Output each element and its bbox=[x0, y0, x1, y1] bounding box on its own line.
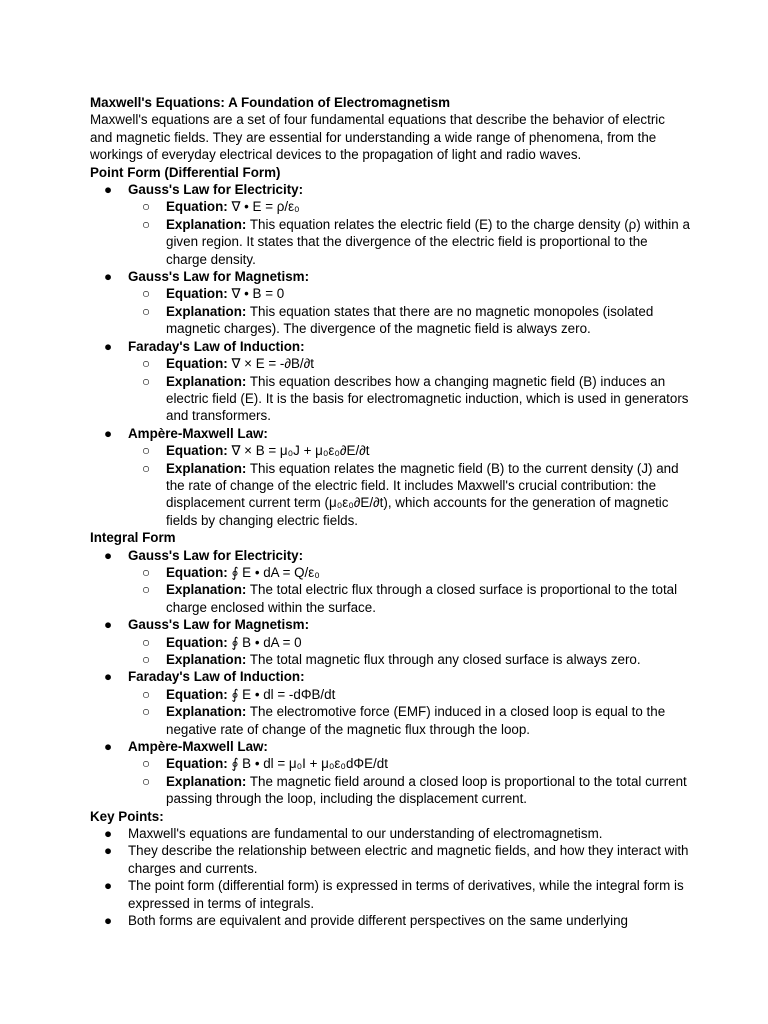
explanation-item bbox=[128, 216, 690, 268]
sub-bullet-icon: ○ bbox=[142, 373, 151, 389]
law-name: Ampère-Maxwell Law: bbox=[128, 425, 268, 441]
law-item bbox=[90, 425, 690, 529]
law-item bbox=[90, 668, 690, 738]
explanation-label: Explanation: bbox=[166, 704, 247, 720]
law-item bbox=[90, 181, 690, 268]
explanation-label: Explanation: bbox=[166, 652, 247, 667]
bullet-icon: ● bbox=[104, 338, 113, 354]
explanation-item bbox=[128, 303, 690, 338]
sub-bullet-icon: ○ bbox=[142, 443, 151, 459]
key-point-text: Maxwell's equations are fundamental to our understanding of electromagnetism. bbox=[128, 826, 603, 842]
bullet-icon: ● bbox=[104, 669, 113, 685]
equation-item bbox=[128, 564, 690, 581]
sub-bullet-icon: ○ bbox=[142, 773, 151, 789]
equation-label: Equation: bbox=[166, 199, 228, 215]
bullet-icon: ● bbox=[104, 739, 113, 755]
sub-bullet-icon: ○ bbox=[142, 356, 151, 372]
explanation-label: Explanation: bbox=[166, 373, 247, 389]
explanation-text: The total magnetic flux through any closed surface is always zero. bbox=[246, 652, 641, 667]
intro-paragraph: Maxwell's equations are a set of four fundamental equations that describe the behavior of electric and magnetic fields. They are essential for understanding a wide range of phenomena, from the workings of everyday electrical devices to the propagation of light and radio waves. bbox=[90, 112, 665, 163]
document-page bbox=[90, 94, 690, 930]
law-details bbox=[128, 198, 690, 268]
explanation-text: The electromotive force (EMF) induced in a closed loop is equal to the negative rate of change of the magnetic flux through the loop. bbox=[166, 704, 666, 737]
explanation-label: Explanation: bbox=[166, 582, 247, 598]
explanation-label: Explanation: bbox=[166, 773, 247, 789]
explanation-text: The magnetic field around a closed loop is proportional to the total current passing through the loop, including the displacement current. bbox=[166, 773, 687, 807]
equation-label: Equation: bbox=[166, 756, 228, 772]
law-item bbox=[90, 738, 690, 808]
sub-bullet-icon: ○ bbox=[142, 303, 151, 319]
equation-item bbox=[128, 198, 690, 215]
section-heading-point-form: Point Form (Differential Form) bbox=[90, 164, 281, 180]
sub-bullet-icon: ○ bbox=[142, 216, 151, 232]
law-details bbox=[128, 634, 690, 669]
equation-label: Equation: bbox=[166, 443, 228, 459]
equation-text: ∇ • B = 0 bbox=[227, 286, 285, 302]
key-points-list bbox=[90, 825, 690, 929]
integral-form-law-list bbox=[90, 547, 690, 808]
equation-label: Equation: bbox=[166, 286, 228, 302]
key-point-item bbox=[90, 877, 690, 912]
explanation-label: Explanation: bbox=[166, 216, 247, 232]
law-details bbox=[128, 755, 690, 807]
key-point-item bbox=[90, 825, 690, 842]
explanation-label: Explanation: bbox=[166, 460, 247, 476]
equation-item bbox=[128, 634, 690, 651]
explanation-text: This equation describes how a changing magnetic field (B) induces an electric field (E). It is the basis for electromagnetic induction, which is used in generators and transformers. bbox=[166, 373, 689, 424]
equation-text: ∇ × E = -∂B/∂t bbox=[227, 356, 314, 372]
explanation-item bbox=[128, 651, 690, 668]
explanation-item bbox=[128, 460, 690, 530]
explanation-label: Explanation: bbox=[166, 303, 247, 319]
law-details bbox=[128, 355, 690, 425]
law-name: Gauss's Law for Electricity: bbox=[128, 182, 304, 198]
sub-bullet-icon: ○ bbox=[142, 199, 151, 215]
sub-bullet-icon: ○ bbox=[142, 652, 151, 667]
law-name: Gauss's Law for Magnetism: bbox=[128, 269, 310, 285]
bullet-icon: ● bbox=[104, 182, 113, 198]
explanation-text: This equation states that there are no magnetic monopoles (isolated magnetic charges). The divergence of the magnetic field is always zero. bbox=[166, 303, 654, 337]
equation-label: Equation: bbox=[166, 634, 228, 650]
equation-text: ∇ • E = ρ/ε₀ bbox=[227, 199, 300, 215]
equation-item bbox=[128, 755, 690, 772]
key-point-item bbox=[90, 842, 690, 877]
key-point-text: They describe the relationship between electric and magnetic fields, and how they interact with charges and currents. bbox=[128, 843, 689, 876]
bullet-icon: ● bbox=[104, 617, 113, 633]
bullet-icon: ● bbox=[104, 269, 113, 285]
equation-label: Equation: bbox=[166, 356, 228, 372]
equation-item bbox=[128, 355, 690, 372]
law-name: Faraday's Law of Induction: bbox=[128, 338, 305, 354]
law-details bbox=[128, 442, 690, 529]
law-details bbox=[128, 564, 690, 616]
key-point-text: The point form (differential form) is expressed in terms of derivatives, while the integral form is expressed in terms of integrals. bbox=[128, 878, 684, 911]
sub-bullet-icon: ○ bbox=[142, 686, 151, 702]
key-point-item bbox=[90, 912, 690, 929]
sub-bullet-icon: ○ bbox=[142, 756, 151, 772]
explanation-text: The total electric flux through a closed surface is proportional to the total charge enclosed within the surface. bbox=[166, 582, 678, 615]
bullet-icon: ● bbox=[104, 843, 113, 859]
equation-item bbox=[128, 442, 690, 459]
explanation-item bbox=[128, 373, 690, 425]
sub-bullet-icon: ○ bbox=[142, 704, 151, 720]
law-details bbox=[128, 686, 690, 738]
explanation-item bbox=[128, 773, 690, 808]
equation-text: ∇ × B = μ₀J + μ₀ε₀∂E/∂t bbox=[227, 443, 370, 459]
law-item bbox=[90, 616, 690, 668]
key-point-text: Both forms are equivalent and provide different perspectives on the same underlying bbox=[128, 913, 628, 929]
law-name: Faraday's Law of Induction: bbox=[128, 669, 305, 685]
equation-text: ∮ E • dA = Q/ε₀ bbox=[227, 564, 320, 580]
explanation-item bbox=[128, 703, 690, 738]
document-title: Maxwell's Equations: A Foundation of Electromagnetism bbox=[90, 95, 451, 110]
section-heading-integral-form: Integral Form bbox=[90, 530, 176, 546]
equation-label: Equation: bbox=[166, 564, 228, 580]
equation-label: Equation: bbox=[166, 686, 228, 702]
law-item bbox=[90, 547, 690, 617]
sub-bullet-icon: ○ bbox=[142, 634, 151, 650]
section-heading-key-points: Key Points: bbox=[90, 808, 164, 824]
bullet-icon: ● bbox=[104, 547, 113, 563]
law-name: Ampère-Maxwell Law: bbox=[128, 739, 268, 755]
bullet-icon: ● bbox=[104, 425, 113, 441]
equation-text: ∮ B • dl = μ₀I + μ₀ε₀dΦE/dt bbox=[227, 756, 388, 772]
bullet-icon: ● bbox=[104, 913, 113, 929]
sub-bullet-icon: ○ bbox=[142, 582, 151, 598]
law-details bbox=[128, 285, 690, 337]
law-name: Gauss's Law for Electricity: bbox=[128, 547, 304, 563]
sub-bullet-icon: ○ bbox=[142, 460, 151, 476]
bullet-icon: ● bbox=[104, 878, 113, 894]
equation-text: ∮ B • dA = 0 bbox=[227, 634, 302, 650]
sub-bullet-icon: ○ bbox=[142, 564, 151, 580]
law-item bbox=[90, 268, 690, 338]
point-form-law-list bbox=[90, 181, 690, 529]
explanation-text: This equation relates the magnetic field (B) to the current density (J) and the rate of change of the electric field. It includes Maxwell's crucial contribution: the displacement current term (μ₀ε₀∂E/∂t), which accounts for the generation of magnetic fields by changing electric fields. bbox=[166, 460, 679, 528]
law-item bbox=[90, 338, 690, 425]
sub-bullet-icon: ○ bbox=[142, 286, 151, 302]
explanation-item bbox=[128, 581, 690, 616]
explanation-text: This equation relates the electric field (E) to the charge density (ρ) within a given region. It states that the divergence of the electric field is proportional to the charge density. bbox=[166, 216, 690, 267]
bullet-icon: ● bbox=[104, 826, 113, 842]
equation-text: ∮ E • dl = -dΦB/dt bbox=[227, 686, 336, 702]
equation-item bbox=[128, 285, 690, 302]
law-name: Gauss's Law for Magnetism: bbox=[128, 617, 310, 633]
equation-item bbox=[128, 686, 690, 703]
